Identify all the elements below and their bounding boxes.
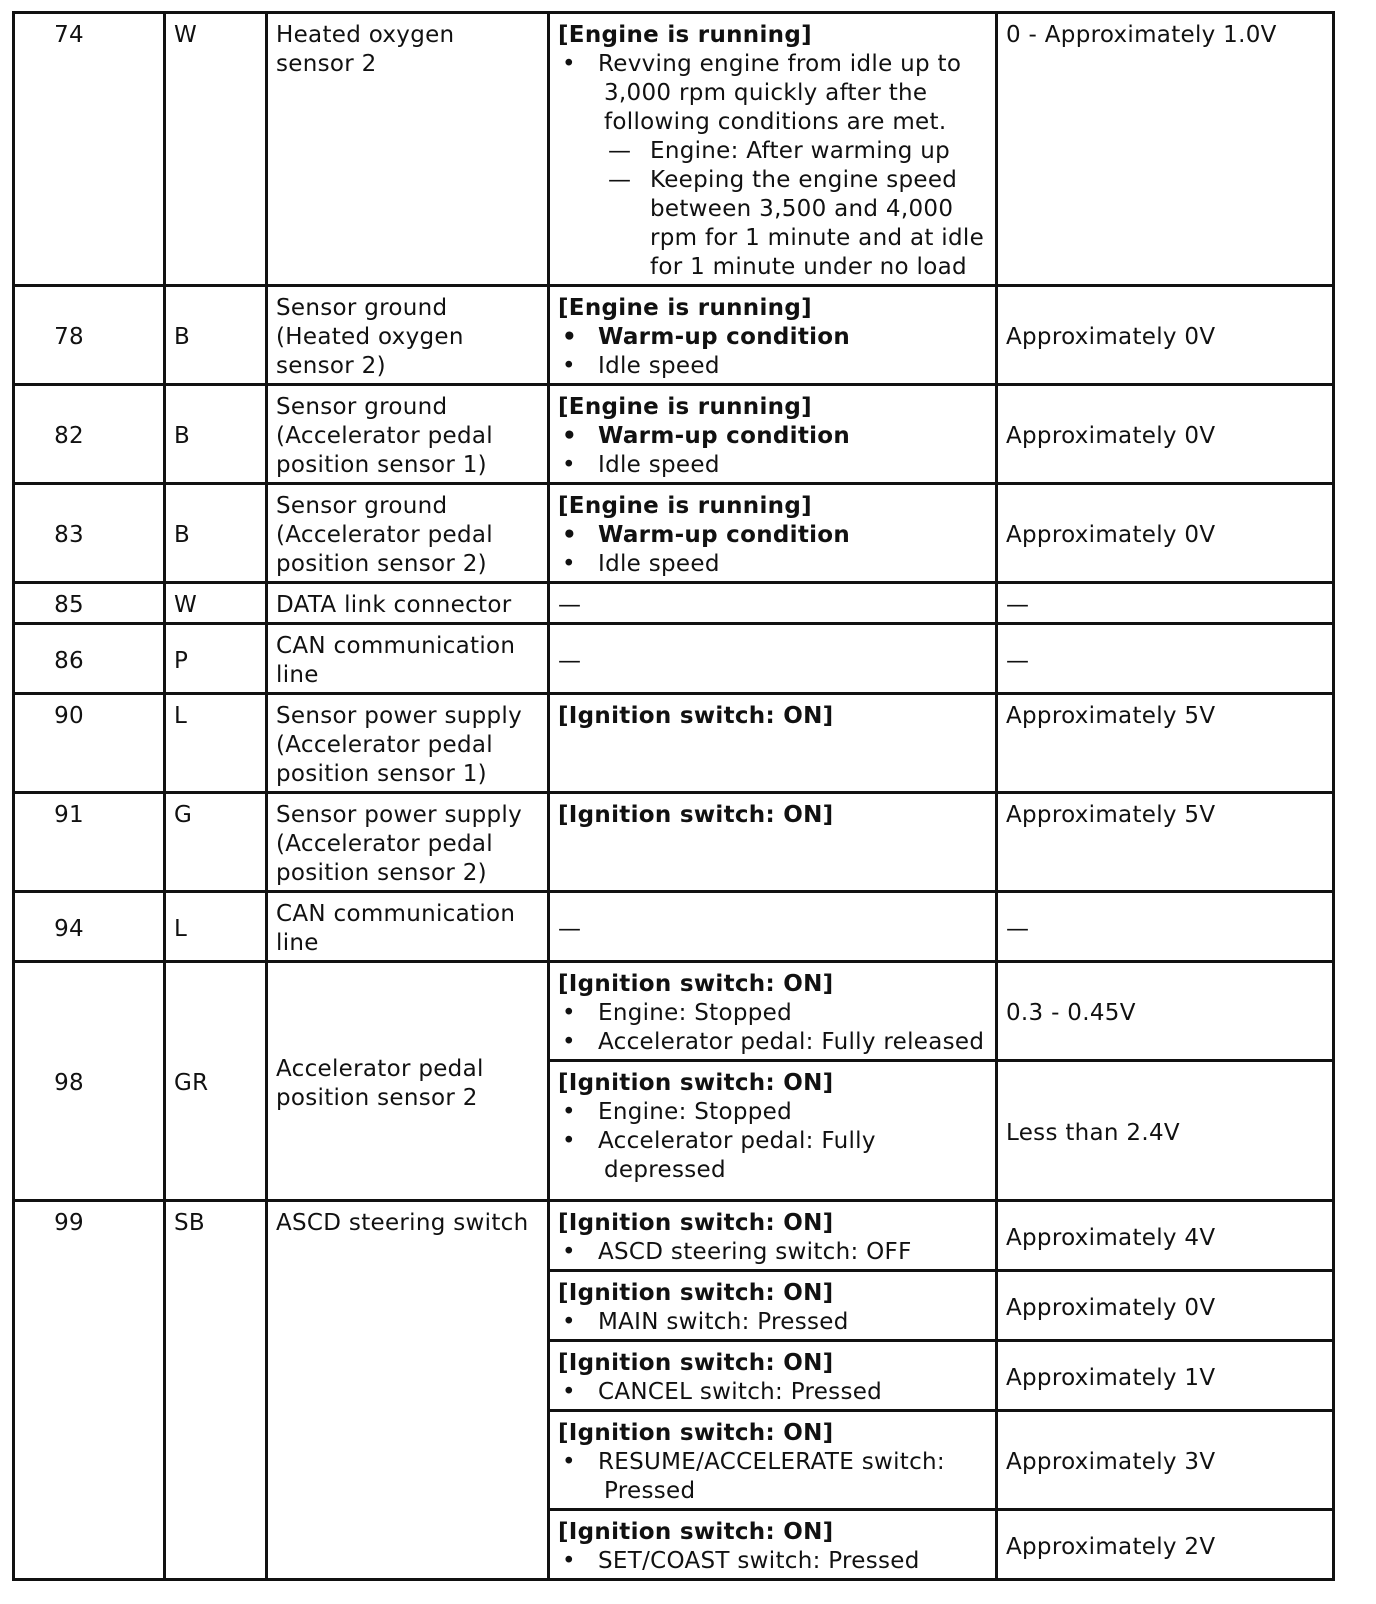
item-description: Sensor ground (Accelerator pedal position sensor 2) bbox=[267, 484, 549, 583]
value-cell: 0.3 - 0.45V bbox=[997, 962, 1334, 1061]
condition-cell: — bbox=[549, 583, 997, 624]
value-cell: — bbox=[997, 624, 1334, 694]
condition-cell bbox=[549, 694, 997, 793]
table-row bbox=[14, 583, 1334, 624]
condition-cell bbox=[549, 13, 997, 286]
condition-cell bbox=[549, 1061, 997, 1201]
condition-continuation: following conditions are met. bbox=[604, 109, 947, 135]
condition-sub-item: — Engine: After warming up bbox=[558, 137, 987, 166]
condition-cell bbox=[549, 1201, 997, 1271]
value-cell: 0 - Approximately 1.0V bbox=[997, 13, 1334, 286]
condition-heading: [Ignition switch: ON] bbox=[558, 1350, 834, 1376]
value-cell: Approximately 0V bbox=[997, 385, 1334, 484]
condition-cell bbox=[549, 962, 997, 1061]
wire-color: W bbox=[165, 583, 267, 624]
condition-continuation: rpm for 1 minute and at idle bbox=[650, 225, 985, 251]
item-description: Sensor power supply (Accelerator pedal position sensor 1) bbox=[267, 694, 549, 793]
wire-color: L bbox=[165, 694, 267, 793]
value-cell: Approximately 2V bbox=[997, 1510, 1334, 1580]
item-description: Accelerator pedal position sensor 2 bbox=[267, 962, 549, 1201]
terminal-number: 90 bbox=[14, 694, 165, 793]
terminal-number: 94 bbox=[14, 892, 165, 962]
terminal-number: 98 bbox=[14, 962, 165, 1201]
condition-bullet: • Engine: Stopped bbox=[558, 1098, 987, 1127]
condition-sub-item: — Keeping the engine speed bbox=[558, 166, 987, 195]
condition-cell bbox=[549, 1341, 997, 1411]
table-row bbox=[14, 624, 1334, 694]
condition-continuation: Pressed bbox=[604, 1478, 696, 1504]
item-description: DATA link connector bbox=[267, 583, 549, 624]
value-cell: Approximately 4V bbox=[997, 1201, 1334, 1271]
condition-heading: [Ignition switch: ON] bbox=[558, 1420, 834, 1446]
condition-bullet: • Accelerator pedal: Fully released bbox=[558, 1028, 987, 1057]
terminal-number: 82 bbox=[14, 385, 165, 484]
condition-bullet: • Idle speed bbox=[558, 451, 987, 480]
terminal-number: 91 bbox=[14, 793, 165, 892]
table-row bbox=[14, 962, 1334, 1061]
condition-bullet: • Engine: Stopped bbox=[558, 999, 987, 1028]
terminal-number: 78 bbox=[14, 286, 165, 385]
condition-bullet: • ASCD steering switch: OFF bbox=[558, 1238, 987, 1267]
condition-cell bbox=[549, 286, 997, 385]
condition-heading: [Ignition switch: ON] bbox=[558, 1210, 834, 1236]
table-row bbox=[14, 694, 1334, 793]
value-cell: Approximately 5V bbox=[997, 694, 1334, 793]
condition-heading: [Ignition switch: ON] bbox=[558, 1519, 834, 1545]
wire-color: B bbox=[165, 385, 267, 484]
condition-bullet: • CANCEL switch: Pressed bbox=[558, 1378, 987, 1407]
wire-color: P bbox=[165, 624, 267, 694]
condition-continuation: depressed bbox=[604, 1157, 726, 1183]
condition-cell bbox=[549, 793, 997, 892]
ecm-terminal-table bbox=[12, 11, 1335, 1581]
table-row bbox=[14, 793, 1334, 892]
wire-color: G bbox=[165, 793, 267, 892]
condition-bullet: • Idle speed bbox=[558, 352, 987, 381]
item-description: CAN communication line bbox=[267, 892, 549, 962]
value-cell: Approximately 5V bbox=[997, 793, 1334, 892]
condition-bullet: • Warm-up condition bbox=[558, 521, 987, 550]
condition-bullet: • Warm-up condition bbox=[558, 422, 987, 451]
condition-bullet: • Accelerator pedal: Fully bbox=[558, 1127, 987, 1156]
condition-bullet: • SET/COAST switch: Pressed bbox=[558, 1547, 987, 1576]
condition-heading: [Engine is running] bbox=[558, 295, 812, 321]
value-cell: Approximately 0V bbox=[997, 1271, 1334, 1341]
value-cell: Approximately 0V bbox=[997, 484, 1334, 583]
condition-cell bbox=[549, 385, 997, 484]
item-description: Heated oxygen sensor 2 bbox=[267, 13, 549, 286]
table-row bbox=[14, 484, 1334, 583]
condition-bullet: • RESUME/ACCELERATE switch: bbox=[558, 1448, 987, 1477]
condition-bullet: • Warm-up condition bbox=[558, 323, 987, 352]
condition-cell: — bbox=[549, 892, 997, 962]
condition-continuation: 3,000 rpm quickly after the bbox=[604, 80, 928, 106]
value-cell: Approximately 1V bbox=[997, 1341, 1334, 1411]
wire-color: GR bbox=[165, 962, 267, 1201]
condition-cell bbox=[549, 1411, 997, 1510]
condition-cell: — bbox=[549, 624, 997, 694]
item-description: ASCD steering switch bbox=[267, 1201, 549, 1580]
terminal-number: 74 bbox=[14, 13, 165, 286]
item-description: CAN communication line bbox=[267, 624, 549, 694]
item-description: Sensor ground (Accelerator pedal position sensor 1) bbox=[267, 385, 549, 484]
condition-cell bbox=[549, 1271, 997, 1341]
wire-color: B bbox=[165, 286, 267, 385]
condition-heading: [Engine is running] bbox=[558, 22, 812, 48]
condition-bullet: • Revving engine from idle up to bbox=[558, 50, 987, 79]
item-description: Sensor power supply (Accelerator pedal position sensor 2) bbox=[267, 793, 549, 892]
condition-heading: [Engine is running] bbox=[558, 493, 812, 519]
condition-heading: [Ignition switch: ON] bbox=[558, 1070, 834, 1096]
terminal-number: 99 bbox=[14, 1201, 165, 1580]
terminal-number: 85 bbox=[14, 583, 165, 624]
condition-heading: [Ignition switch: ON] bbox=[558, 703, 834, 729]
condition-continuation: for 1 minute under no load bbox=[650, 254, 967, 280]
wire-color: SB bbox=[165, 1201, 267, 1580]
condition-continuation: between 3,500 and 4,000 bbox=[650, 196, 954, 222]
condition-heading: [Ignition switch: ON] bbox=[558, 802, 834, 828]
table-row bbox=[14, 286, 1334, 385]
value-cell: — bbox=[997, 892, 1334, 962]
table-row bbox=[14, 1201, 1334, 1271]
terminal-number: 86 bbox=[14, 624, 165, 694]
value-cell: Approximately 3V bbox=[997, 1411, 1334, 1510]
wire-color: W bbox=[165, 13, 267, 286]
item-description: Sensor ground (Heated oxygen sensor 2) bbox=[267, 286, 549, 385]
value-cell: Less than 2.4V bbox=[997, 1061, 1334, 1201]
condition-bullet: • MAIN switch: Pressed bbox=[558, 1308, 987, 1337]
condition-heading: [Engine is running] bbox=[558, 394, 812, 420]
condition-heading: [Ignition switch: ON] bbox=[558, 971, 834, 997]
condition-cell bbox=[549, 484, 997, 583]
table-row bbox=[14, 13, 1334, 286]
table-row bbox=[14, 385, 1334, 484]
value-cell: Approximately 0V bbox=[997, 286, 1334, 385]
wire-color: B bbox=[165, 484, 267, 583]
terminal-number: 83 bbox=[14, 484, 165, 583]
wire-color: L bbox=[165, 892, 267, 962]
condition-cell bbox=[549, 1510, 997, 1580]
table-row bbox=[14, 892, 1334, 962]
condition-heading: [Ignition switch: ON] bbox=[558, 1280, 834, 1306]
value-cell: — bbox=[997, 583, 1334, 624]
condition-bullet: • Idle speed bbox=[558, 550, 987, 579]
